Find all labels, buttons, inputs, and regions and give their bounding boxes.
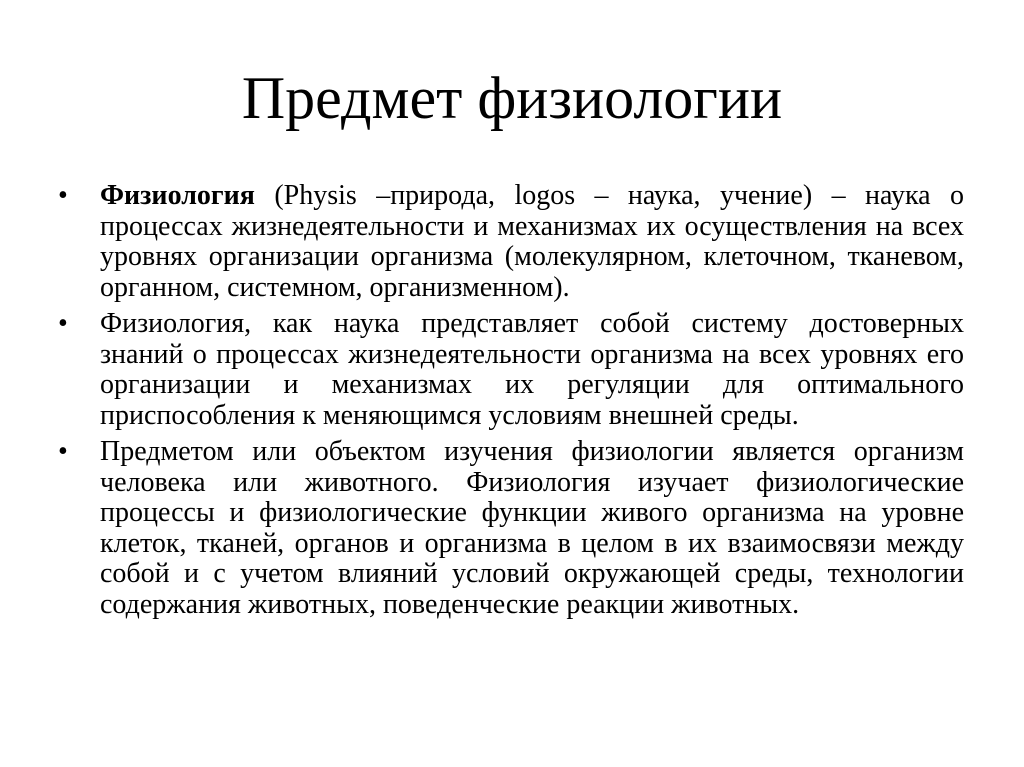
bullet-text: Предметом или объектом изучения физиологии является организм человека или животного. Физиология изучает физиологические процессы и физиологические функции живого организма на уровне клеток, тканей, органов и организма в целом в их взаимосвязи между собой и с учетом влияний условий окружающей среды, технологии содержания животных, поведенческие реакции животных. [100, 436, 964, 620]
bullet-list [58, 181, 964, 626]
bullet-text: Физиология, как наука представляет собой систему достоверных знаний о процессах жизнедеятельности организма на всех уровнях его организации и механизмах их регуляции для оптимального приспособления к меняющимся условиям внешней среды. [100, 308, 964, 431]
bullet-item-science [58, 309, 964, 431]
bullet-text: (Physis –природа, logos – наука, учение) – наука о процессах жизнедеятельности и механизмах их осуществления на всех уровнях организации организма (молекулярном, клеточном, тканевом, органном, системном, организменном). [100, 180, 964, 303]
bullet-item-subject [58, 437, 964, 620]
term-physiology: Физиология [100, 180, 255, 211]
bullet-icon: • [58, 436, 68, 467]
bullet-icon: • [58, 180, 68, 211]
bullet-icon: • [58, 308, 68, 339]
bullet-item-definition [58, 181, 964, 303]
slide-title: Предмет физиологии [241, 65, 783, 131]
